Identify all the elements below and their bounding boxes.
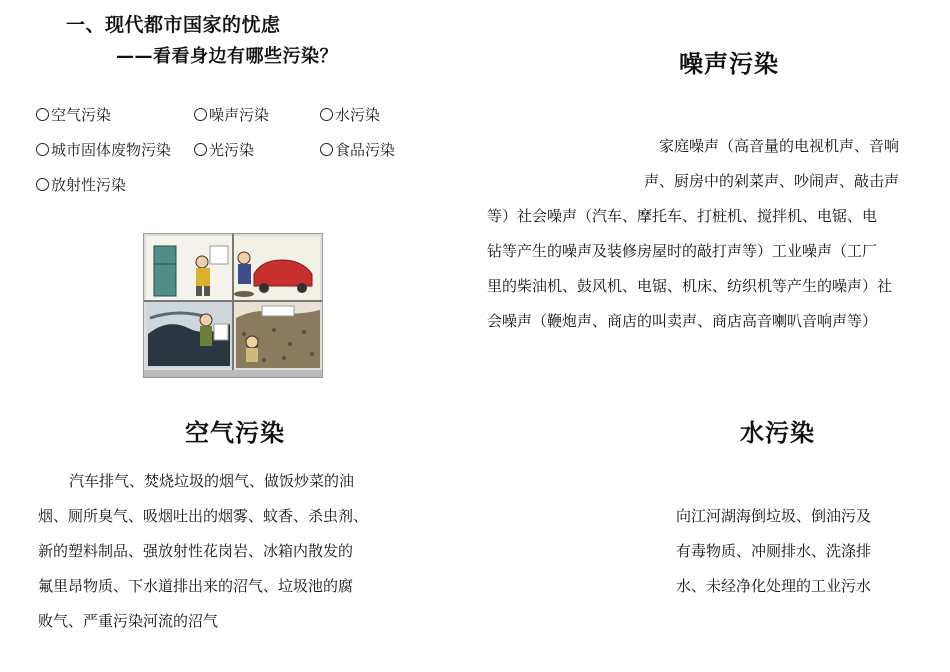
- water-line: 有毒物质、冲厕排水、洗涤排: [676, 542, 872, 560]
- air-paragraph: [38, 464, 388, 639]
- option-water: 水污染: [320, 104, 380, 125]
- page-title: 一、现代都市国家的忧虑: [66, 14, 281, 36]
- circle-icon: [320, 108, 333, 121]
- circle-icon: [36, 143, 49, 156]
- noise-section-title: 噪声污染: [679, 50, 779, 78]
- circle-icon: [36, 178, 49, 191]
- option-noise: 噪声污染: [194, 104, 269, 125]
- circle-icon: [194, 108, 207, 121]
- noise-line: 里的柴油机、鼓风机、电锯、机床、纺织机等产生的噪声）社: [487, 277, 893, 295]
- option-light: 光污染: [194, 139, 254, 160]
- cartoon-image: [144, 234, 322, 377]
- pollution-cartoon-illustration: [143, 233, 323, 378]
- noise-line: 钻等产生的噪声及装修房屋时的敲打声等）工业噪声（工厂: [487, 242, 878, 260]
- air-line: 烟、厕所臭气、吸烟吐出的烟雾、蚊香、杀虫剂、: [38, 507, 369, 525]
- option-solid-waste: 城市固体废物污染: [36, 139, 171, 160]
- air-line: 汽车排气、焚烧垃圾的烟气、做饭炒菜的油: [69, 472, 355, 490]
- noise-line: 家庭噪声（高音量的电视机声、音响: [658, 137, 899, 155]
- circle-icon: [194, 143, 207, 156]
- water-paragraph: [676, 499, 896, 604]
- air-line: 氟里昂物质、下水道排出来的沼气、垃圾池的腐: [38, 577, 354, 595]
- option-air: 空气污染: [36, 104, 111, 125]
- option-radiation: 放射性污染: [36, 174, 126, 195]
- circle-icon: [320, 143, 333, 156]
- noise-paragraph: [487, 129, 899, 339]
- air-line: 败气、严重污染河流的沼气: [38, 612, 219, 630]
- air-line: 新的塑料制品、强放射性花岗岩、冰箱内散发的: [38, 542, 354, 560]
- water-line: 水、未经净化处理的工业污水: [676, 577, 872, 595]
- water-line: 向江河湖海倒垃圾、倒油污及: [676, 507, 872, 525]
- circle-icon: [36, 108, 49, 121]
- page-subtitle: ——看看身边有哪些污染？: [116, 46, 338, 67]
- air-section-title: 空气污染: [185, 419, 285, 447]
- water-section-title: 水污染: [740, 419, 815, 447]
- noise-line: 声、厨房中的剁菜声、吵闹声、敲击声: [643, 172, 899, 190]
- option-food: 食品污染: [320, 139, 395, 160]
- noise-line: 会噪声（鞭炮声、商店的叫卖声、商店高音喇叭音响声等）: [487, 312, 878, 330]
- noise-line: 等）社会噪声（汽车、摩托车、打桩机、搅拌机、电锯、电: [487, 207, 878, 225]
